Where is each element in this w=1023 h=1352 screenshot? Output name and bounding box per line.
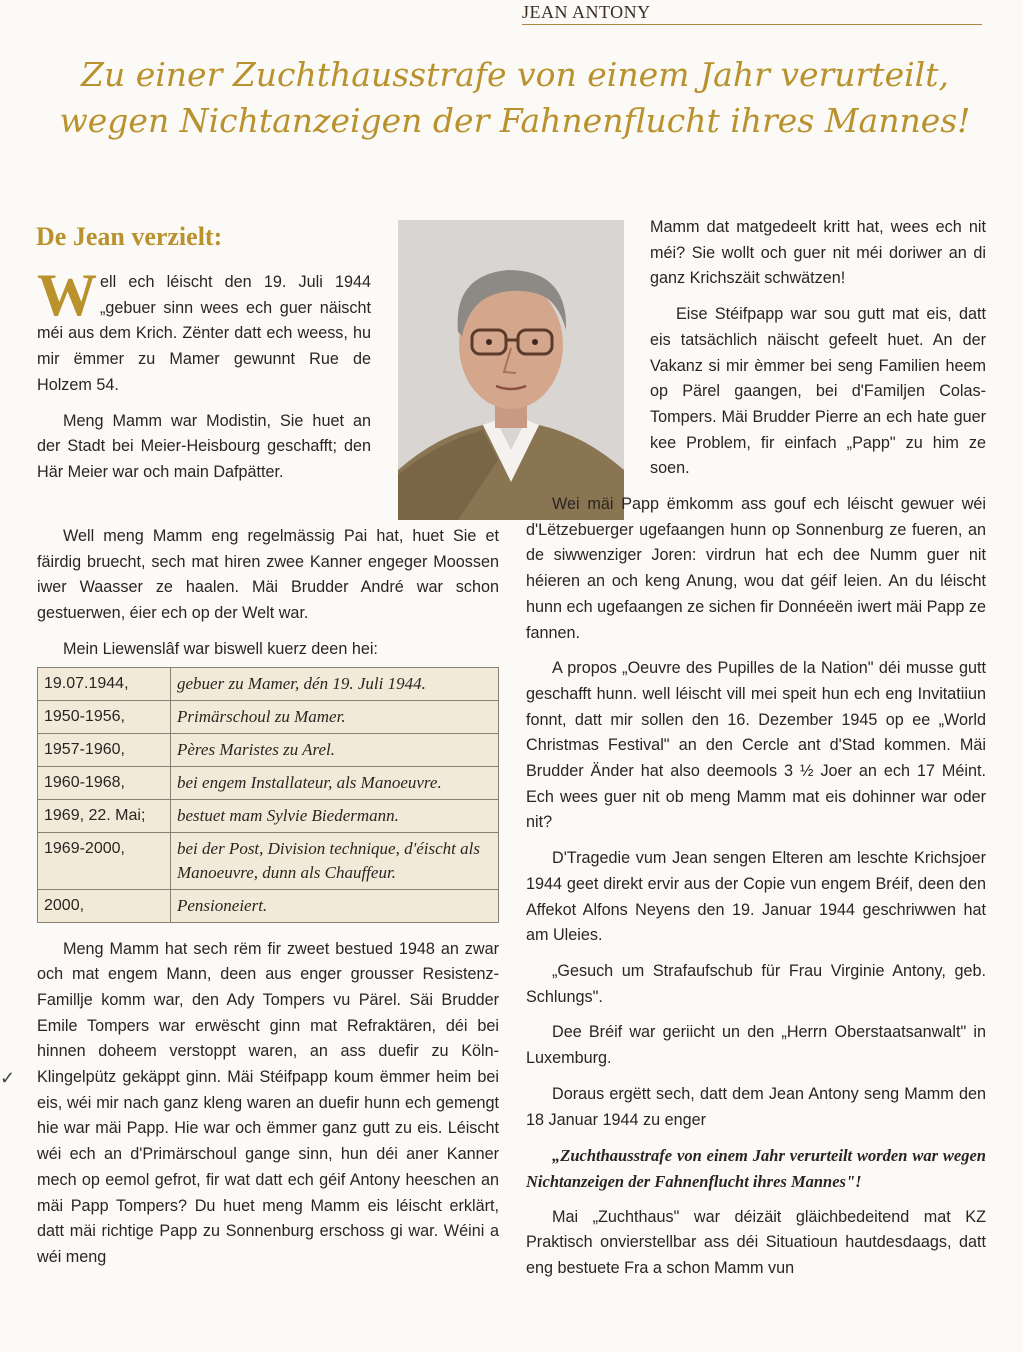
left-column-upper [37, 262, 371, 496]
right-column [526, 215, 986, 1292]
timeline-table [37, 667, 499, 923]
left-column-lower [37, 524, 499, 1281]
paragraph-intro-text: ell ech léischt den 19. Juli 1944 „gebuer sinn wees ech guer näischt méi aus dem Krich. Zënter datt ech weess, hu mir ëmmer zu Mamer gewunnt Rue de Holzem 54. [37, 273, 371, 394]
timeline-event: Pensioneiert. [171, 889, 499, 922]
paragraph-right-6: „Gesuch um Strafaufschub für Frau Virginie Antony, geb. Schlungs". [526, 961, 986, 1006]
timeline-event: bestuet mam Sylvie Biedermann. [171, 799, 499, 832]
paragraph-right-5: D'Tragedie vum Jean sengen Elteren am leschte Krichsjoer 1944 geet direkt ervir aus der Copie vun engem Bréif, deen den Affekot Alfons Neyens den 19. Januar 1944 geschriwwen hat am Uleies. [526, 849, 986, 945]
timeline-row [38, 766, 499, 799]
paragraph-right-8: Doraus ergëtt sech, datt dem Jean Antony seng Mamm den 18 Januar 1944 zu enger [526, 1084, 986, 1129]
paragraph-right-10: Mai „Zuchthaus" war déizäit gläichbedeitend mat KZ Praktisch onvierstellbar ass déi Situatioun hautdesdaags, datt eng bestuete Fra a schon Mamm vun [526, 1207, 986, 1278]
timeline-date: 1969, 22. Mai; [38, 799, 171, 832]
paragraph-cv-intro: Mein Liewenslâf war biswell kuerz deen hei: [63, 639, 378, 658]
paragraph-right-4: A propos „Oeuvre des Pupilles de la Nation" déi musse gutt geschafft hunn. well léischt vill mei speit hun ech eng Invitatiiun fonnt, datt mir sollen den 16. Dezember 1945 op ee „World Christmas Festival" an den Cercle ant d'Stad kommen. Mäi Brudder Änder hat also deemools 3 ½ Joer an ech 17 Méint. Ech wees guer nit ob meng Mamm mat eis dohinner war oder nit? [526, 659, 986, 832]
paragraph-right-3: Wei mäi Papp ëmkomm ass gouf ech léischt gewuer wéi d'Lëtzebuerger ugefaangen hunn op Sonnenburg ze fueren, an de siwwenziger Joren: virdrun hat ech dee Numm guer nit héieren an och keng Anung, wou dat géif leien. An du léischt hunn ech ugefaangen ze sichen fir Donnéeën iwert mäi Papp ze fannen. [526, 495, 986, 642]
timeline-date: 1950-1956, [38, 700, 171, 733]
drop-cap: W [37, 262, 97, 328]
paragraph-mother-job: Meng Mamm war Modistin, Sie huet an der Stadt bei Meier-Heisbourg geschafft; den Här Meier war och main Dafpätter. [37, 411, 371, 481]
timeline-event: Primärschoul zu Mamer. [171, 700, 499, 733]
timeline-event: gebuer zu Mamer, dén 19. Juli 1944. [171, 667, 499, 700]
subheading: De Jean verzielt: [36, 222, 223, 251]
timeline-row [38, 799, 499, 832]
timeline-date: 1969-2000, [38, 832, 171, 889]
paragraph-stepfather: Meng Mamm hat sech rëm fir zweet bestued 1948 an zwar och mat engem Mann, deen aus enger grousser Resistenz-Famillje komm war, den Ady Tompers vu Pärel. Säi Brudder Emile Tompers war erwëscht ginn mat Refraktären, déi bei hinnen doheem verstoppt waren, an ass duefir zu Köln-Klingelpütz gekäppt ginn. Mäi Stéifpapp koum ëmmer heim bei eis, wéi mir nach ganz kleng waren an duefir hunn ech gemengt hie war mäi Papp. Hie war och ëmmer ganz gutt zu eis. Léischt wéi ech an d'Primärschoul gange sinn, hun déi aner Kanner mech op eemol gefrot, fir wat datt ech géif Antony heeschen an mäi Papp Tompers? Du huet meng Mamm eis léischt erklärt, datt mäi richtige Papp zu Sonnenburg erschoss gi war. Wéini a wéi meng [37, 939, 499, 1266]
paragraph-right-2: Eise Stéifpapp war sou gutt mat eis, datt eis tatsächlich näischt gefeelt huet. An der Vakanz si mir èmmer bei seng Familien heem op Pärel gaangen, bei d'Familjen Colas-Tompers. Mäi Brudder Pierre an ech hate guer kee Problem, fir einfach „Papp" zu him ze soen. [650, 305, 986, 478]
article-title [40, 52, 990, 144]
timeline-event: Pères Maristes zu Arel. [171, 733, 499, 766]
timeline-row [38, 832, 499, 889]
timeline-date: 1960-1968, [38, 766, 171, 799]
title-line-1: Zu einer Zuchthausstrafe von einem Jahr verurteilt, [81, 55, 949, 94]
timeline-row [38, 733, 499, 766]
paragraph-right-1: Mamm dat matgedeelt kritt hat, wees ech nit méi? Sie wollt och guer nit méi doriwer an di ganz Krichszäit schwätzen! [650, 218, 986, 288]
timeline-event: bei engem Installateur, als Manoeuvre. [171, 766, 499, 799]
title-line-2: wegen Nichtanzeigen der Fahnenflucht ihres Mannes! [59, 101, 971, 140]
timeline-date: 1957-1960, [38, 733, 171, 766]
paragraph-verdict-quote: „Zuchthausstrafe von einem Jahr verurteilt worden war wegen Nichtanzeigen der Fahnenflucht ihres Mannes"! [526, 1146, 986, 1191]
timeline-date: 2000, [38, 889, 171, 922]
paragraph-intro [37, 262, 371, 399]
timeline-date: 19.07.1944, [38, 667, 171, 700]
running-header-author: JEAN ANTONY [522, 2, 982, 25]
timeline-row [38, 889, 499, 922]
margin-handwritten-mark: ✓ [0, 1068, 16, 1088]
paragraph-pay: Well meng Mamm eng regelmässig Pai hat, huet Sie et fäirdig bruecht, sech mat hiren zwee Kanner engeger Moossen iwer Waasser ze haalen. Mäi Brudder André war schon gestuerwen, éier ech op der Welt war. [37, 527, 499, 623]
paragraph-right-7: Dee Bréif war geriicht un den „Herrn Oberstaatsanwalt" in Luxemburg. [526, 1023, 986, 1068]
timeline-row [38, 667, 499, 700]
timeline-event: bei der Post, Division technique, d'éischt als Manoeuvre, dunn als Chauffeur. [171, 832, 499, 889]
timeline-row [38, 700, 499, 733]
